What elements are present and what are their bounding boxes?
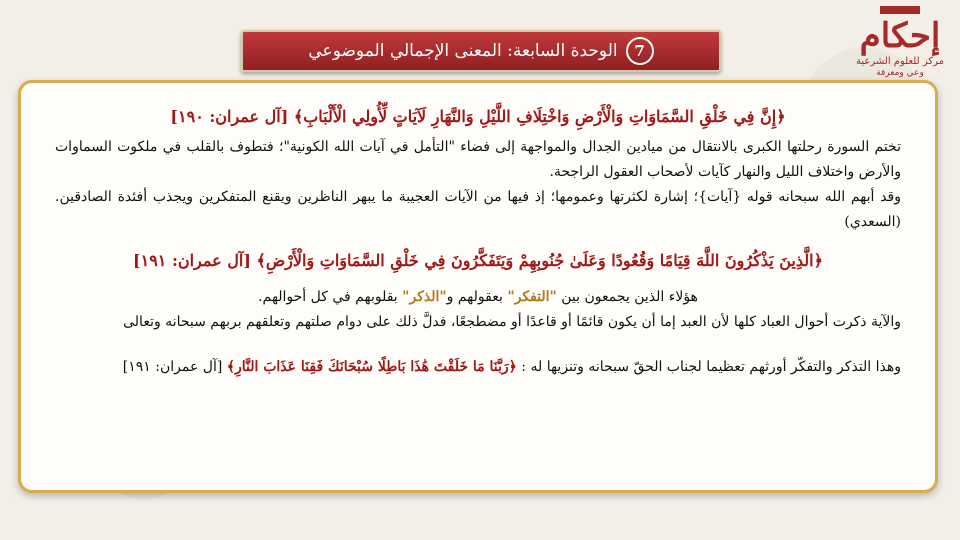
- highlight-tafakkur: "التفكر": [507, 289, 557, 305]
- conclusion-reference: [آل عمران: ١٩١]: [122, 359, 227, 375]
- conclusion-text: وهذا التذكر والتفكّر أورثهم تعظيما لجناب الحقّ سبحانه وتنزيها له :: [516, 359, 901, 375]
- logo-name: إحكام: [859, 16, 941, 56]
- fikr-dhikr-post: بقلوبهم في كل أحوالهم.: [258, 289, 403, 305]
- content-card: [18, 80, 938, 493]
- paragraph-ayat: وقد أبهم الله سبحانه قوله {آيات}؛ إشارة لكثرتها وعمومها؛ إذ فيها من الآيات العجيبة ما يبهر الناظرين ويقنع المتفكرين ويجذب أفئدة الصادقين. (السعدي): [55, 189, 901, 230]
- logo-tagline: وعي ومعرفة: [876, 68, 924, 78]
- paragraph-intro: تختم السورة رحلتها الكبرى بالانتقال من ميادين الجدال والمواجهة إلى فضاء "التأمل في آيات الله الكونية"؛ فتطوف بالقلب في ملكوت السماوات والأرض واختلاف الليل والنهار كآيات لأصحاب العقول الراجحة.: [55, 139, 901, 180]
- fikr-dhikr-mid: بعقولهم و: [446, 289, 508, 305]
- unit-number-badge: 7: [626, 37, 654, 65]
- verse-190: ﴿إِنَّ فِي خَلْقِ السَّمَاوَاتِ وَالْأَرْضِ وَاخْتِلَافِ اللَّيْلِ وَالنَّهَارِ لَآيَاتٍ لِّأُولِي الْأَلْبَابِ﴾ [آل عمران: ١٩٠]: [170, 107, 786, 126]
- unit-title-bar: [241, 30, 721, 72]
- fikr-dhikr-pre: هؤلاء الذين يجمعون بين: [556, 289, 698, 305]
- paragraph-fikr-dhikr: [55, 285, 901, 310]
- highlight-dhikr: "الذكر": [402, 289, 447, 305]
- conclusion-verse: ﴿رَبَّنَا مَا خَلَقْتَ هَٰذَا بَاطِلًا سُبْحَانَكَ فَقِنَا عَذَابَ النَّارِ﴾: [226, 359, 517, 375]
- verse-191: ﴿الَّذِينَ يَذْكُرُونَ اللَّهَ قِيَامًا وَقُعُودًا وَعَلَىٰ جُنُوبِهِمْ وَيَتَفَكَّرُونَ فِي خَلْقِ السَّمَاوَاتِ وَالْأَرْضِ﴾ [آل عمران: ١٩١]: [133, 251, 823, 270]
- unit-title: الوحدة السابعة: المعنى الإجمالي الموضوعي: [308, 41, 618, 61]
- paragraph-states: والآية ذكرت أحوال العباد كلها لأن العبد إما أن يكون قائمًا أو قاعدًا أو مضطجعًا، فدلَّ ذلك على دوام صلتهم وتعلقهم بربهم سبحانه وتعالى: [123, 314, 901, 330]
- ihkam-logo: [845, 6, 955, 90]
- logo-mark: [880, 6, 920, 14]
- paragraph-conclusion: [55, 355, 901, 380]
- logo-subtitle: مركز للعلوم الشرعية: [856, 56, 944, 67]
